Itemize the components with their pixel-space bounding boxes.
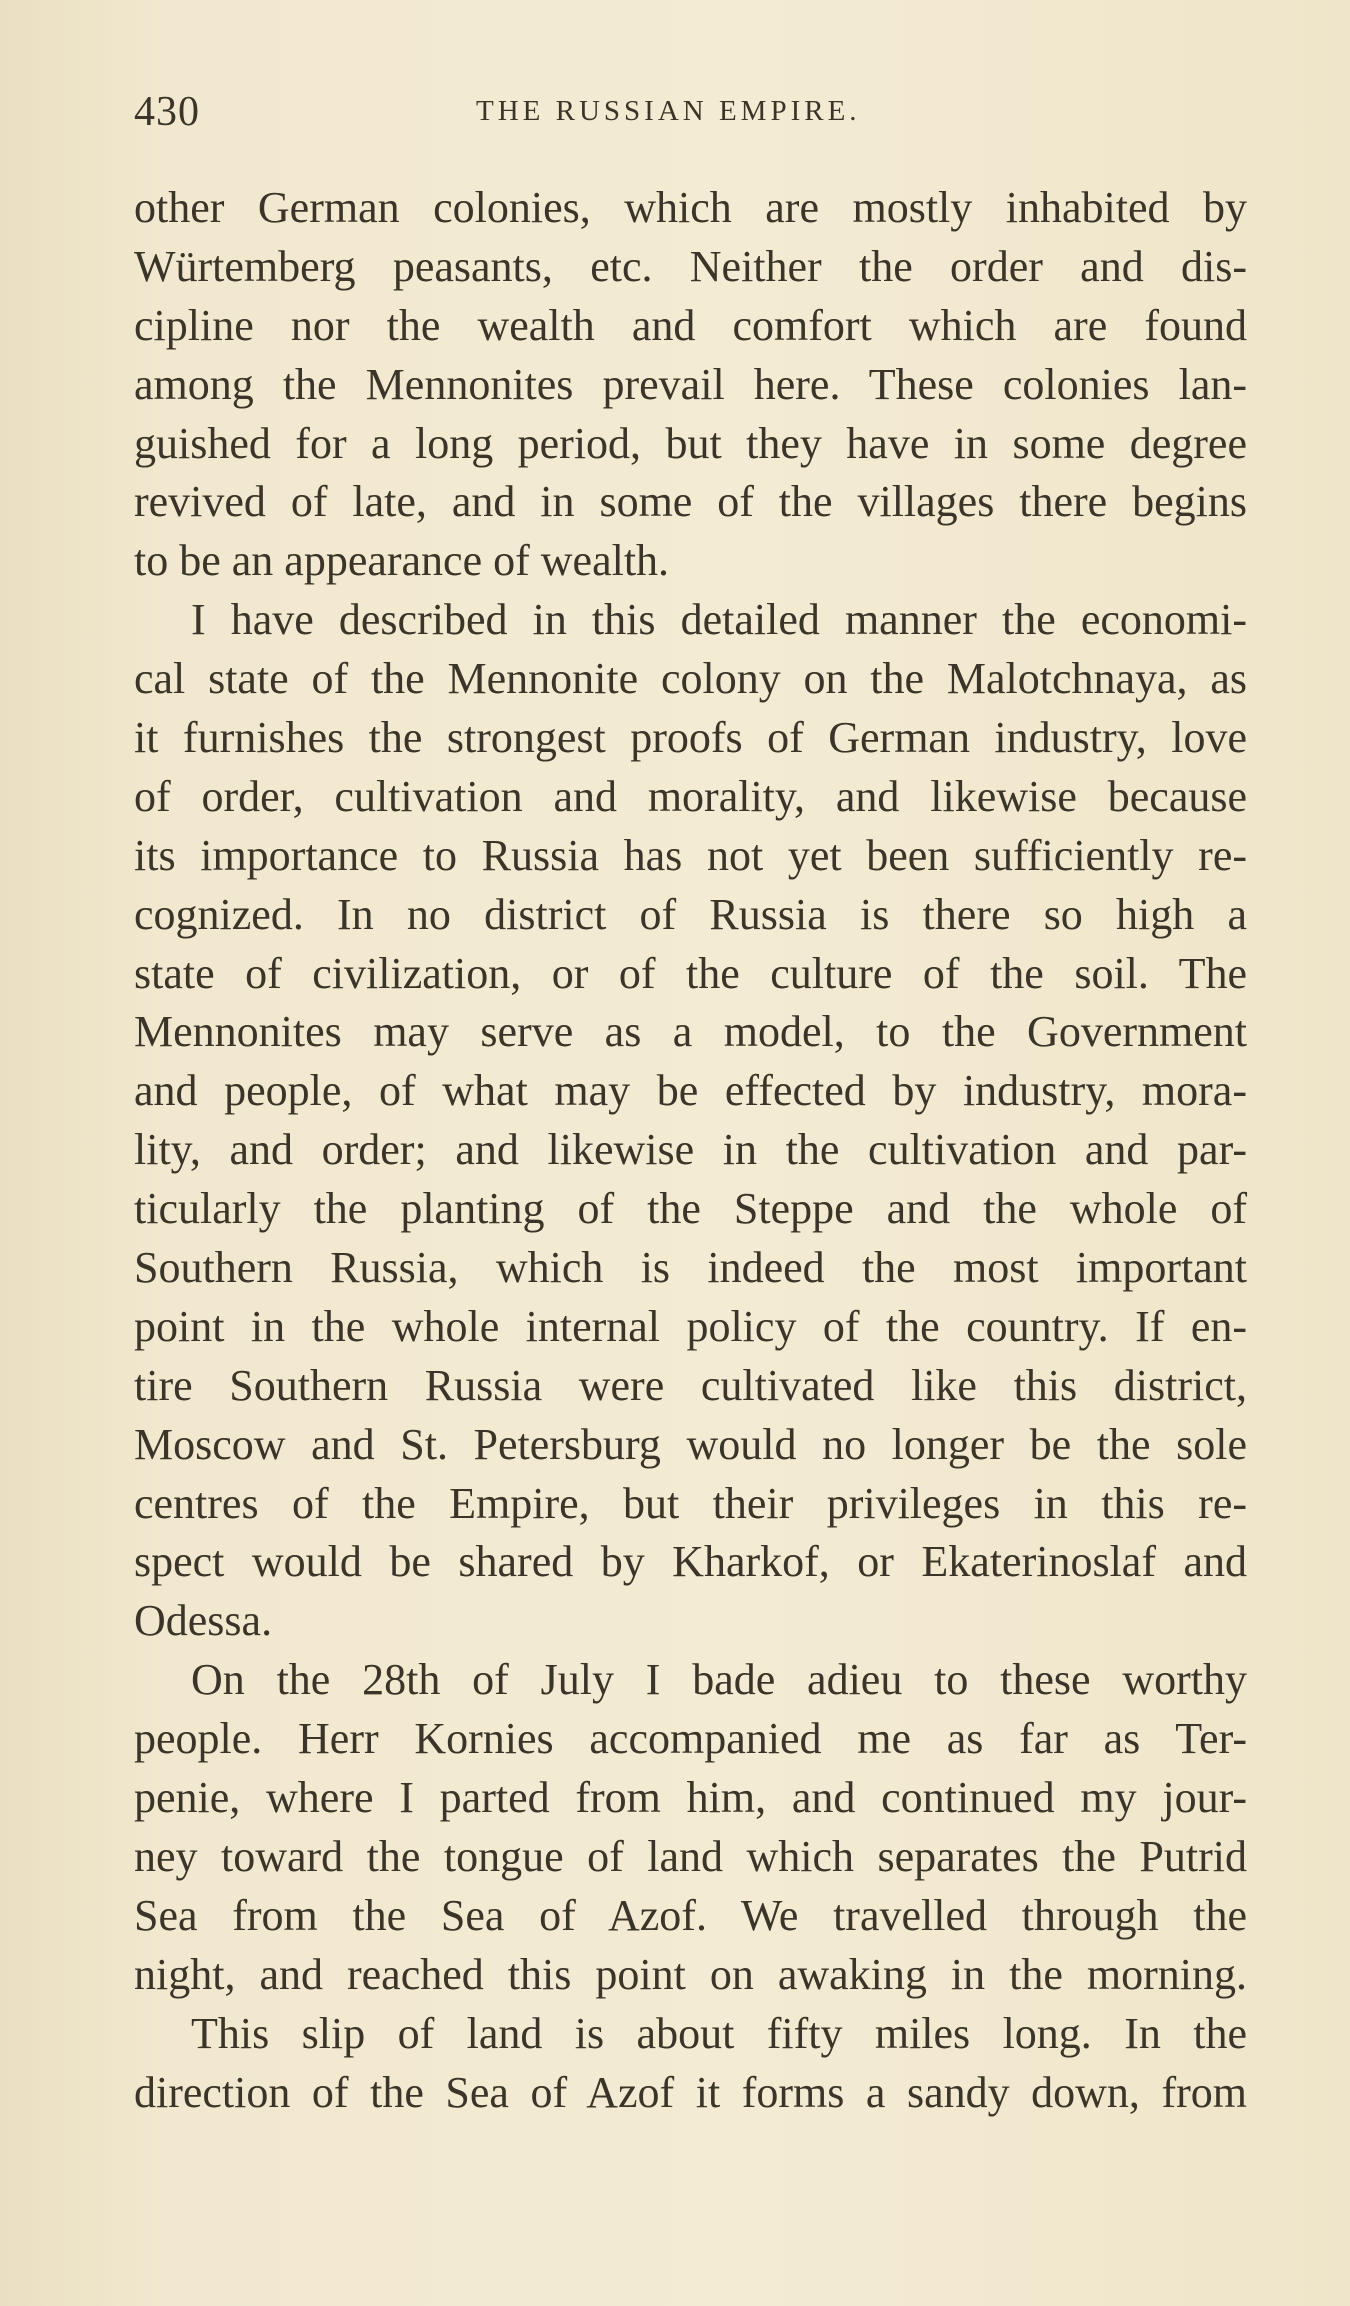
page-number: 430	[134, 89, 200, 135]
text-line: night, and reached this point on awaking in the morning.	[134, 1949, 1247, 1999]
text-line: to be an appearance of wealth.	[134, 536, 670, 586]
text-line: This slip of land is about fifty miles long. In the	[191, 2008, 1247, 2058]
text-line: On the 28th of July I bade adieu to these worthy	[191, 1655, 1247, 1705]
text-line: of order, cultivation and morality, and likewise because	[134, 771, 1247, 821]
text-line: point in the whole internal policy of the country. If en-	[134, 1301, 1247, 1351]
text-line: direction of the Sea of Azof it forms a sandy down, from	[134, 2067, 1247, 2117]
text-line: ney toward the tongue of land which separates the Putrid	[134, 1831, 1247, 1881]
text-line: and people, of what may be effected by industry, mora-	[134, 1066, 1247, 1116]
text-line: Sea from the Sea of Azof. We travelled through the	[134, 1890, 1247, 1940]
text-line: it furnishes the strongest proofs of German industry, love	[134, 713, 1247, 763]
text-line: among the Mennonites prevail here. These colonies lan-	[134, 359, 1247, 409]
text-line: people. Herr Kornies accompanied me as far as Ter-	[134, 1714, 1247, 1764]
text-line: Odessa.	[134, 1596, 273, 1646]
text-line: guished for a long period, but they have in some degree	[134, 418, 1247, 468]
text-line: Würtemberg peasants, etc. Neither the order and dis-	[134, 241, 1247, 291]
text-line: centres of the Empire, but their privileges in this re-	[134, 1478, 1247, 1528]
text-line: Moscow and St. Petersburg would no longer be the sole	[134, 1419, 1247, 1469]
text-line: tire Southern Russia were cultivated like this district,	[134, 1360, 1247, 1410]
text-line: ticularly the planting of the Steppe and the whole of	[134, 1184, 1247, 1234]
text-line: Southern Russia, which is indeed the most important	[134, 1243, 1247, 1293]
text-line: state of civilization, or of the culture of the soil. The	[134, 948, 1247, 998]
body-text	[134, 179, 1247, 2122]
running-head	[130, 88, 1255, 134]
text-line: cipline nor the wealth and comfort which are found	[134, 300, 1247, 350]
text-line: cal state of the Mennonite colony on the Malotchnaya, as	[134, 654, 1247, 704]
text-line: revived of late, and in some of the villages there begins	[134, 477, 1247, 527]
text-line: other German colonies, which are mostly inhabited by	[134, 183, 1247, 232]
text-line: lity, and order; and likewise in the cultivation and par-	[134, 1125, 1247, 1175]
running-title: THE RUSSIAN EMPIRE.	[476, 95, 861, 127]
text-line: I have described in this detailed manner the economi-	[191, 595, 1247, 645]
text-line: cognized. In no district of Russia is there so high a	[134, 889, 1247, 939]
text-line: penie, where I parted from him, and continued my jour-	[134, 1773, 1247, 1823]
text-line: spect would be shared by Kharkof, or Ekaterinoslaf and	[134, 1537, 1247, 1587]
text-line: Mennonites may serve as a model, to the Government	[134, 1007, 1247, 1057]
text-line: its importance to Russia has not yet been sufficiently re-	[134, 830, 1247, 880]
